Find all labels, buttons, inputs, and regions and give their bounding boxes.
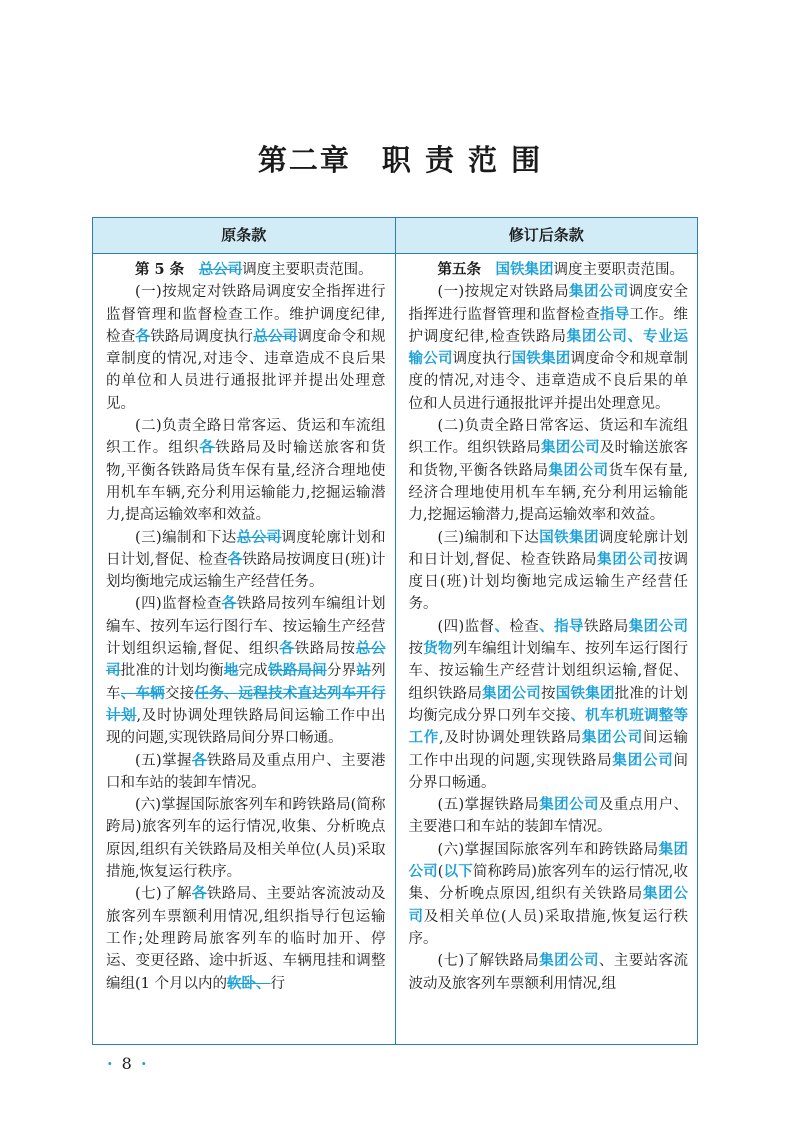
clause-text: (七)了解铁路局 [437, 953, 540, 970]
clause-paragraph [409, 527, 689, 616]
deleted-text: 任务、远程技术直达列车开行计划 [106, 684, 386, 724]
clause-paragraph [106, 883, 386, 994]
deleted-text: 各 [191, 885, 207, 903]
chapter-title: 第二章 职 责 范 围 [257, 143, 543, 177]
deleted-text: 各 [191, 751, 207, 769]
clause-text: 按 [541, 685, 556, 702]
deleted-text: 各 [135, 327, 151, 345]
added-text: 国铁集团 [495, 261, 554, 278]
clause-text: 铁路局调度执行 [150, 328, 254, 345]
revised-clause-header: 修订后条款 [395, 218, 698, 253]
clause-text: (四)监督检查 [135, 596, 222, 613]
added-text: 指导 [599, 305, 630, 323]
clause-text: 、主要站客流波动及旅客列车票额利用情况,组 [408, 953, 688, 992]
clause-text: 调度轮廓计划和日计划,督促、检查 [106, 529, 386, 568]
clause-text: 批准的计划均衡 [120, 663, 224, 680]
added-text: 国铁集团 [511, 350, 571, 368]
comparison-table [92, 217, 698, 1045]
added-text: 集团公司 [628, 617, 688, 635]
clause-paragraph [409, 794, 689, 839]
clause-text: 调度安全指挥进行监督管理和监督检查 [408, 284, 688, 323]
added-text: 国铁集团 [555, 684, 615, 702]
clause-paragraph [106, 593, 386, 749]
original-clause-column [93, 254, 395, 1044]
clause-text: (五)掌握铁路局 [437, 797, 540, 814]
added-text: 、专业运输公司 [408, 327, 689, 368]
deleted-text: 软卧、 [227, 974, 271, 992]
clause-text: 铁路局按调度日(班)计划均衡地完成运输生产经营任务。 [106, 551, 386, 591]
added-text: 以下 [443, 863, 473, 881]
added-text: 货物 [423, 640, 453, 658]
clause-text: 间运输工作中出现的问题,实现铁路局 [408, 730, 689, 769]
deleted-text: 各 [221, 595, 237, 613]
deleted-text: 各 [279, 640, 295, 658]
clause-text: 调度命令和规章制度的情况,对违令、违章造成不良后果的单位和人员进行通报批评并提出处理意见。 [106, 328, 386, 412]
deleted-text: 地 [223, 662, 239, 680]
clause-text: 及时输送旅客和货物,平衡各铁路局 [408, 440, 689, 479]
added-text: 、指导 [539, 617, 584, 635]
deleted-text: 各 [199, 439, 216, 457]
clause-text: 调度主要职责范围。 [242, 262, 373, 278]
added-text: 集团公司 [569, 283, 629, 301]
added-text: 集团公司 [548, 461, 609, 479]
clause-text: 铁路局按 [294, 641, 356, 658]
clause-text: 分界 [326, 663, 357, 680]
clause-paragraph [409, 950, 689, 995]
added-text: 集团公司 [541, 439, 600, 457]
clause-text: 调度命令和规章制度的情况,对违令、违章造成不良后果的单位和人员进行通报批评并提出处理意见。 [408, 351, 689, 412]
clause-text [184, 262, 199, 278]
article-number: 第 5 条 [135, 261, 185, 278]
clause-text: (五)掌握 [135, 752, 192, 769]
clause-text: (七)了解 [135, 886, 192, 903]
deleted-text: 各 [227, 550, 243, 568]
clause-paragraph [106, 794, 386, 883]
deleted-text: 站 [356, 662, 372, 680]
deleted-text: 总公司 [106, 640, 386, 680]
clause-text: (三)编制和下达 [437, 529, 540, 546]
article-number: 第五条 [437, 261, 481, 278]
clause-paragraph [106, 281, 386, 415]
clause-text: 行 [270, 975, 285, 992]
clause-text: (六)掌握国际旅客列车和跨铁路局 [437, 841, 659, 858]
deleted-text: 总公司 [253, 327, 298, 345]
table-body [93, 254, 697, 1044]
clause-text: ,及时协调处理铁路局 [439, 730, 582, 747]
clause-text: 交接 [164, 685, 195, 702]
added-text: 集团公司 [408, 885, 689, 925]
added-text: 国铁集团 [539, 528, 599, 546]
clause-text: 调度主要职责范围。 [553, 262, 684, 278]
original-clause-header: 原条款 [221, 226, 267, 244]
article-heading [409, 259, 689, 281]
clause-text: 列车 [106, 663, 386, 702]
clause-text: 间分界口畅通。 [408, 752, 689, 791]
clause-text: 简称跨局)旅客列车的运行情况,收集、分析晚点原因,组织有关铁路局 [408, 864, 689, 903]
article-heading [106, 259, 386, 281]
clause-text: 调度轮廓计划和日计划,督促、检查铁路局 [408, 529, 688, 568]
clause-text: 检查 [509, 618, 540, 635]
clause-text: 及重点用户、主要港口和车站的装卸车情况。 [408, 797, 688, 836]
deleted-text: 、车辆 [120, 684, 165, 702]
added-text: 集团公司 [539, 796, 599, 814]
added-text: 集团公司 [566, 327, 628, 345]
added-text: 集团公司 [597, 550, 659, 568]
clause-text: (二)负责全路日常客运、货运和车流组织工作。组织铁路局 [408, 418, 688, 457]
added-text: 、 [494, 617, 510, 635]
added-text: 集团公司 [581, 729, 643, 747]
clause-text: 工作。维护调度纪律,检查铁路局 [408, 306, 689, 345]
clause-text: 及相关单位(人员)采取措施,恢复运行秩序。 [408, 908, 689, 947]
clause-text: (一)按规定对铁路局 [437, 284, 570, 301]
clause-text: 调度执行 [452, 351, 512, 368]
clause-text: 铁路局及重点用户、主要港口和车站的装卸车情况。 [106, 752, 386, 791]
clause-text: 货车保有量,经济合理地使用机车车辆,充分利用运输能力,挖掘运输潜力,提高运输效率和效益。 [408, 462, 689, 524]
clause-text: (三)编制和下达 [135, 529, 237, 546]
clause-paragraph [106, 750, 386, 795]
clause-paragraph [409, 281, 689, 415]
page-number [107, 1054, 149, 1073]
bullet-dot-icon: · [107, 1054, 115, 1073]
clause-text: ,及时协调处理铁路局间运输工作中出现的问题,实现铁路局间分界口畅通。 [106, 707, 386, 747]
added-text: 、机车机班调整等工作 [408, 706, 689, 747]
table-header [93, 218, 697, 254]
clause-paragraph [106, 527, 386, 594]
clause-paragraph [106, 415, 386, 526]
added-text: 集团公司 [612, 751, 674, 769]
clause-text: 铁路局、主要站客流波动及旅客列车票额利用情况,组织指导行包运输工作;处理跨局旅客列车的临时加开、停运、变更径路、途中折返、车辆甩挂和调整编组(1 个月以内的 [106, 886, 386, 992]
clause-paragraph [409, 415, 689, 526]
clause-text: (六)掌握国际旅客列车和跨铁路局(简称跨局)旅客列车的运行情况,收集、分析晚点原因,组织有关铁路局及相关单位(人员)采取措施,恢复运行秩序。 [106, 797, 386, 881]
deleted-text: 铁路局间 [267, 662, 327, 680]
added-text: 集团公司 [482, 684, 542, 702]
clause-text: (一)按规定对铁路局调度安全指挥进行监督管理和监督检查工作。维护调度纪律,检查 [106, 284, 386, 345]
clause-text: ( [437, 864, 444, 881]
clause-paragraph [409, 839, 689, 950]
clause-text: 完成 [238, 663, 268, 680]
clause-text: 批准的计划均衡完成分界口列车交接 [408, 685, 689, 724]
clause-text: (四)监督 [437, 618, 495, 635]
bullet-dot-icon: · [140, 1054, 149, 1073]
clause-text: 铁路局按列车编组计划编车、按列车运行图行车、按运输生产经营计划组织运输,督促、组织 [106, 596, 386, 658]
deleted-text: 总公司 [198, 261, 243, 278]
clause-text [481, 262, 496, 278]
clause-text: 铁路局 [583, 618, 629, 635]
clause-text: (二)负责全路日常客运、货运和车流组织工作。组织 [106, 418, 386, 457]
clause-text: 按 [408, 641, 424, 658]
added-text: 集团公司 [539, 952, 599, 970]
revised-clause-column [395, 254, 698, 1044]
added-text: 集团公司 [408, 840, 688, 881]
clause-text: 列车编组计划编车、按列车运行图行车、按运输生产经营计划组织运输,督促、组织铁路局 [408, 641, 689, 702]
page-number-text: 8 [121, 1054, 134, 1073]
clause-paragraph [409, 616, 689, 794]
clause-text: 铁路局及时输送旅客和货物,平衡各铁路局货车保有量,经济合理地使用机车车辆,充分利用运输能力,挖掘运输潜力,提高运输效率和效益。 [106, 440, 386, 524]
deleted-text: 总公司 [236, 528, 282, 546]
clause-text: 按调度日(班)计划均衡地完成运输生产经营任务。 [408, 551, 689, 613]
